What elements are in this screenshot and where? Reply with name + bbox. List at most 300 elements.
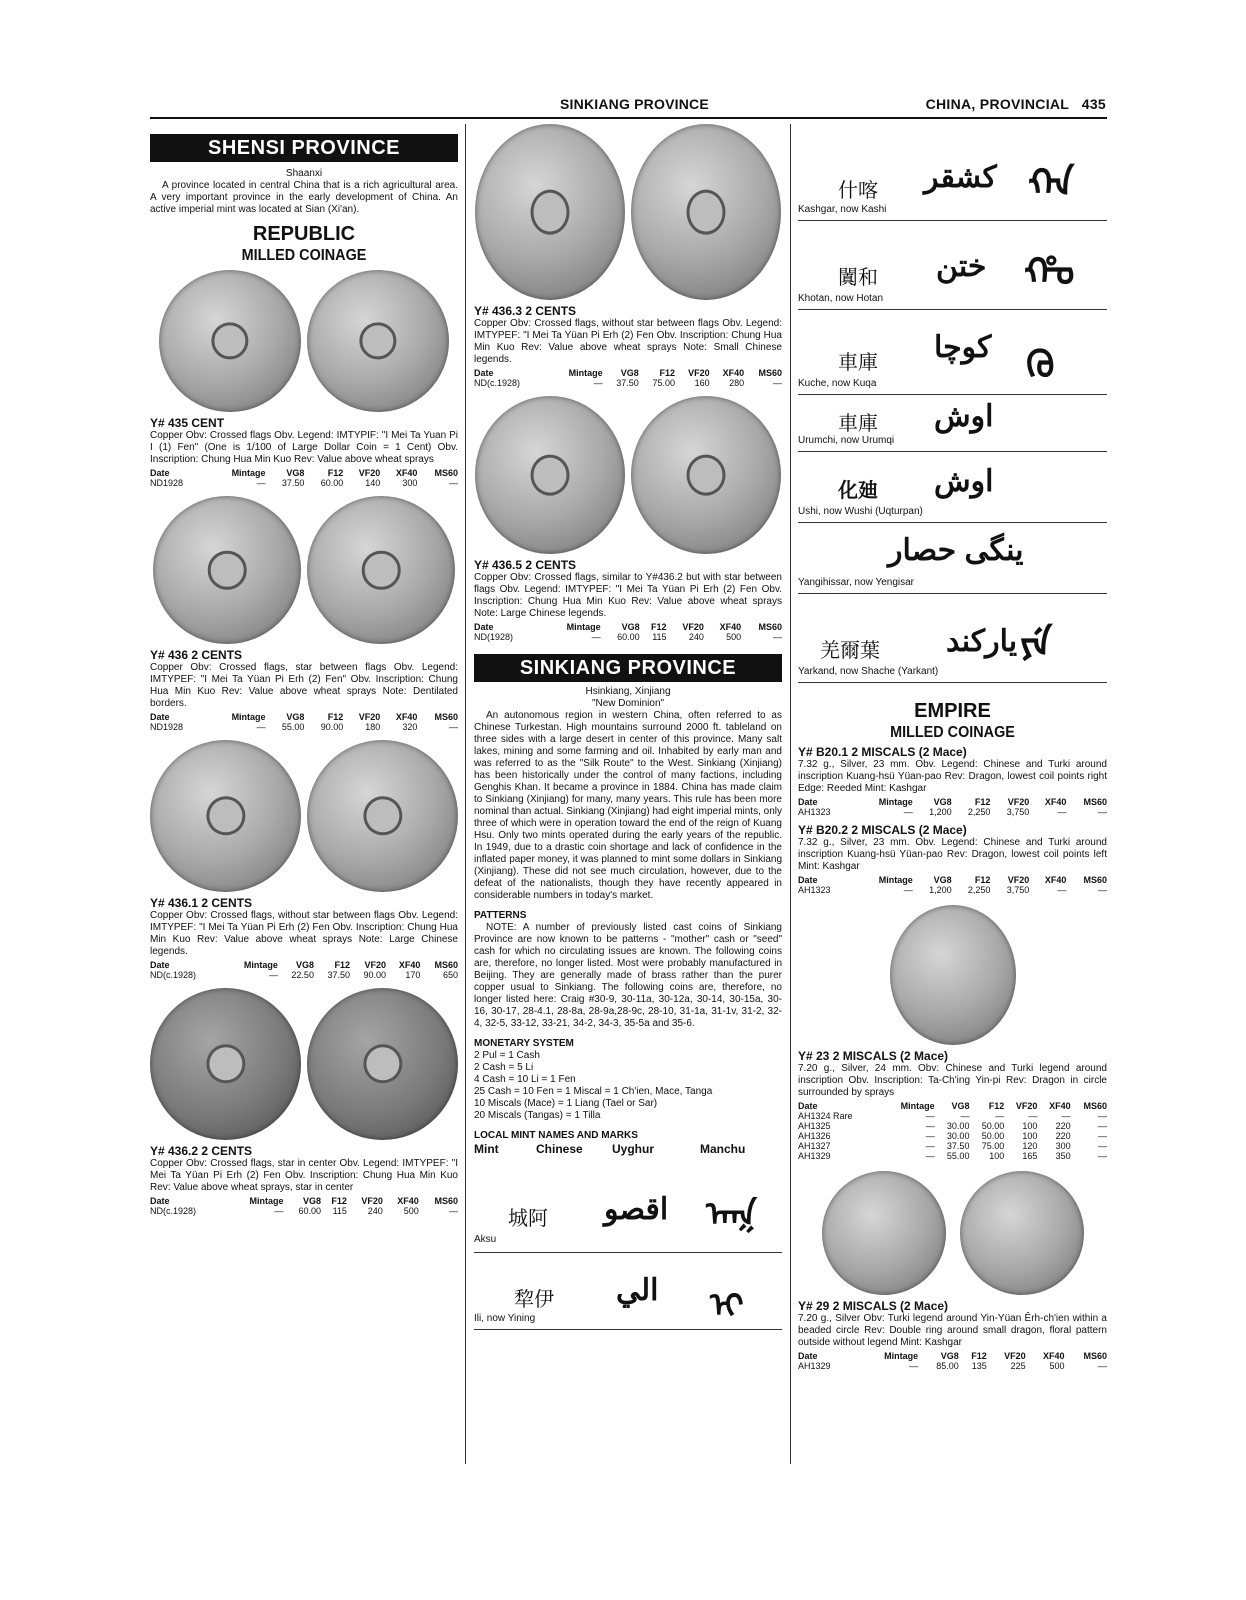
patterns-text: NOTE: A number of previously listed cast coins of Sinkiang Province are now known to be patterns - "mother" cash or "seed" cash for which no circulating issues are known. The following coins are, therefore, no longer listed. Most were probably manufactured in Beijing. They are generally made of brass rather than the purer copper usual to Sinkiang. The following coins are, therefore, no longer listed here: Craig #30-9, 30-11a, 30-12a, 30-14, 30-15a, 30-16, 30-17, 28-4.1, 28-8a, 28-9a,28-9c, 28-10, 31-1a, 31-1v, 31-2, 32-4, 32-5, 33-12, 33-21, 34-2, 34-3, 35-5a and 35-6.: [474, 922, 782, 1029]
table-row: [798, 1151, 1107, 1161]
table-cell: —: [1098, 1121, 1107, 1131]
coin-reverse: [307, 740, 458, 892]
value-table-header: [798, 875, 1107, 885]
table-cell: 500: [1049, 1361, 1065, 1371]
section-name: CHINA, PROVINCIAL: [925, 96, 1070, 112]
value-table-header: [798, 1101, 1107, 1111]
manchu-mark: ᠠᡴ: [706, 1196, 757, 1234]
table-cell: 100: [1022, 1121, 1038, 1131]
table-cell: ND(c.1928): [150, 1206, 197, 1216]
chinese-mark: 車庫: [838, 352, 878, 374]
column-header: Date: [150, 1196, 170, 1206]
column-header: F12: [327, 468, 344, 478]
uyghur-mark: كوچا: [934, 331, 992, 364]
column-header: VG8: [286, 712, 305, 722]
mint-row-ili: [474, 1253, 782, 1330]
column-header: MS60: [1083, 875, 1107, 885]
value-table-header: [150, 960, 458, 970]
table-row: [150, 970, 458, 980]
patterns-heading: PATTERNS: [474, 910, 527, 921]
column-header: VG8: [303, 1196, 322, 1206]
column-header: F12: [334, 960, 350, 970]
table-cell: —: [1098, 1141, 1107, 1151]
table-row: [474, 378, 782, 388]
mint-name: Aksu: [474, 1234, 497, 1245]
uyghur-mark: اوش: [934, 400, 994, 433]
table-cell: —: [256, 478, 266, 488]
table-cell: AH1323: [798, 807, 831, 817]
coin-obverse: [150, 740, 301, 892]
column-header: XF40: [395, 712, 418, 722]
table-cell: AH1324 Rare: [798, 1111, 853, 1121]
table-cell: 50.00: [981, 1131, 1005, 1141]
column-header: VG8: [620, 368, 639, 378]
value-table: [150, 712, 458, 732]
table-cell: —: [925, 1121, 935, 1131]
column-header: VF20: [1015, 1101, 1038, 1111]
column-header: Mintage: [243, 960, 278, 970]
table-cell: 180: [365, 722, 381, 732]
table-cell: 60.00: [298, 1206, 322, 1216]
table-cell: AH1329: [798, 1151, 831, 1161]
column-header: F12: [974, 797, 991, 807]
table-cell: 300: [402, 478, 418, 488]
column-header: XF40: [1049, 1101, 1071, 1111]
value-table-header: [474, 622, 782, 632]
mint-row-yarkand: [798, 594, 1107, 683]
mint-col-header: Uyghur: [612, 1142, 654, 1156]
coin-image-y436-1: [150, 740, 458, 892]
table-cell: 2,250: [967, 807, 991, 817]
chinese-mark: 羌爾葉: [820, 640, 880, 662]
column-header: VG8: [940, 1351, 959, 1361]
value-table: [150, 468, 458, 488]
column-header: VG8: [295, 960, 314, 970]
column-header: Mintage: [231, 712, 266, 722]
column-header: VG8: [621, 622, 640, 632]
column-header: XF40: [1042, 1351, 1065, 1361]
table-cell: 75.00: [981, 1141, 1005, 1151]
column-header: XF40: [397, 1196, 419, 1206]
monetary-item: 20 Miscals (Tangas) = 1 Tilla: [474, 1110, 601, 1121]
catalog-desc: 7.32 g., Silver, 23 mm. Obv. Legend: Chinese and Turki around inscription Kuang-hsü Yüan-pao Rev: Dragon, lowest coil points right Edge: Reeded Mint: Kashgar: [798, 759, 1107, 794]
column-header: MS60: [434, 468, 458, 478]
value-table: [474, 368, 782, 388]
catalog-title: Y# 435 CENT: [150, 416, 225, 430]
mint-row-urumchi: [798, 395, 1107, 452]
column-header: MS60: [434, 960, 458, 970]
value-table: [798, 797, 1107, 817]
table-cell: —: [449, 722, 458, 732]
coin-obverse: [153, 496, 301, 644]
column-header: Mintage: [231, 468, 266, 478]
column-header: Mintage: [900, 1101, 935, 1111]
table-cell: 220: [1055, 1121, 1071, 1131]
coin-reverse: [631, 396, 781, 554]
mint-col-header: Chinese: [536, 1142, 583, 1156]
coin-reverse: [960, 1171, 1084, 1295]
table-cell: —: [1098, 1361, 1107, 1371]
coin-reverse: [307, 988, 458, 1140]
value-table: [798, 1351, 1107, 1371]
coin-obverse: [475, 396, 625, 554]
catalog-desc: 7.20 g., Silver Obv: Turki legend around Yin-Yüan Êrh-ch'ien within a beaded circle Rev: Double ring around small dragon, floral pattern outside without legend Mint: Kashgar: [798, 1313, 1107, 1348]
value-table: [150, 960, 458, 980]
manchu-mark: ᠶᡝ: [1020, 623, 1053, 665]
column-header: Date: [798, 875, 818, 885]
column-header: VF20: [688, 368, 710, 378]
mint-name: Urumchi, now Urumqi: [798, 435, 895, 446]
mint-row-kashgar: [798, 124, 1107, 221]
monetary-heading: MONETARY SYSTEM: [474, 1038, 574, 1049]
coin-obverse: [150, 988, 301, 1140]
mint-row-ushi: [798, 452, 1107, 523]
column-header: Date: [798, 1351, 818, 1361]
table-cell: 30.00: [946, 1131, 970, 1141]
table-cell: —: [591, 632, 601, 642]
value-table-header: [474, 368, 782, 378]
table-cell: 30.00: [946, 1121, 970, 1131]
header-rule: [150, 117, 1107, 119]
column-header: F12: [331, 1196, 347, 1206]
manchu-mark: ᡳ: [710, 1287, 744, 1325]
monetary-item: 4 Cash = 10 Li = 1 Fen: [474, 1074, 576, 1085]
mint-name: Yangihissar, now Yengisar: [798, 577, 915, 588]
table-cell: 75.00: [652, 378, 676, 388]
table-cell: 1,200: [929, 885, 952, 895]
column-header: VF20: [364, 960, 386, 970]
table-cell: 240: [367, 1206, 383, 1216]
column-header: XF40: [395, 468, 418, 478]
table-row: [150, 722, 458, 732]
chinese-mark: 什喀: [838, 180, 878, 202]
table-cell: 225: [1010, 1361, 1026, 1371]
uyghur-mark: كشقر: [924, 161, 997, 194]
coin-obverse: [890, 905, 1016, 1045]
column-header: MS60: [758, 368, 782, 378]
coin-reverse: [307, 496, 455, 644]
table-row: [798, 1121, 1107, 1131]
table-row: [150, 478, 458, 488]
table-cell: 1,200: [929, 807, 952, 817]
table-cell: ND1928: [150, 722, 184, 732]
column-header: XF40: [719, 622, 742, 632]
column-header: Date: [150, 712, 170, 722]
table-cell: —: [256, 722, 266, 732]
value-table: [798, 875, 1107, 895]
table-cell: ND(c.1928): [150, 970, 197, 980]
value-table: [150, 1196, 458, 1216]
table-cell: 37.50: [616, 378, 639, 388]
column-header: VF20: [358, 468, 381, 478]
column-header: VF20: [358, 712, 381, 722]
chinese-mark: 闐和: [838, 267, 878, 289]
table-cell: 135: [971, 1361, 987, 1371]
column-header: VF20: [1007, 875, 1030, 885]
coin-image-y436: [150, 496, 458, 644]
page-number: 435: [1081, 96, 1106, 112]
mint-row-aksu: [474, 1156, 782, 1253]
monetary-item: 10 Miscals (Mace) = 1 Liang (Tael or Sar): [474, 1098, 658, 1109]
table-cell: —: [1028, 1111, 1038, 1121]
table-cell: 240: [688, 632, 704, 642]
table-cell: 115: [652, 632, 667, 642]
republic-heading: REPUBLIC: [252, 223, 356, 245]
table-cell: AH1327: [798, 1141, 831, 1151]
table-cell: —: [1061, 1111, 1071, 1121]
value-table-header: [798, 797, 1107, 807]
mint-marks-heading: LOCAL MINT NAMES AND MARKS: [474, 1130, 638, 1141]
table-row: [798, 885, 1107, 895]
uyghur-mark: اقصو: [604, 1193, 669, 1226]
column-header: Date: [798, 1101, 818, 1111]
mint-col-header: Mint: [474, 1142, 499, 1156]
table-cell: —: [1057, 885, 1067, 895]
column-header: Mintage: [878, 875, 913, 885]
mint-name: Ili, now Yining: [474, 1313, 536, 1324]
shensi-alt-name: Shaanxi: [285, 168, 323, 179]
coin-reverse: [307, 270, 449, 412]
table-cell: 3,750: [1006, 885, 1030, 895]
empire-heading: EMPIRE: [914, 700, 991, 722]
table-cell: 50.00: [981, 1121, 1005, 1131]
column-header: Mintage: [249, 1196, 284, 1206]
column-header: XF40: [1044, 875, 1067, 885]
table-cell: 37.50: [946, 1141, 970, 1151]
column-header: Date: [150, 468, 170, 478]
mint-name: Yarkand, now Shache (Yarkant): [798, 666, 939, 677]
table-cell: 115: [332, 1206, 347, 1216]
coin-obverse: [822, 1171, 946, 1295]
column-header: XF40: [722, 368, 745, 378]
column-header: MS60: [1083, 1351, 1107, 1361]
catalog-title: Y# 436.1 2 CENTS: [150, 896, 253, 910]
mint-name: Kuche, now Kuqa: [798, 378, 877, 389]
column-header: Date: [798, 797, 818, 807]
catalog-title: Y# 436 2 CENTS: [150, 648, 243, 662]
table-cell: —: [268, 970, 278, 980]
value-table-header: [150, 712, 458, 722]
value-table-header: [150, 1196, 458, 1206]
mint-marks-header: [474, 1142, 782, 1156]
column-header: VF20: [361, 1196, 383, 1206]
column-header: VF20: [682, 622, 704, 632]
mint-col-header: Manchu: [700, 1142, 746, 1156]
uyghur-mark: الي: [616, 1274, 659, 1307]
column-divider: [790, 124, 791, 1464]
value-table: [798, 1101, 1107, 1161]
table-cell: 350: [1055, 1151, 1071, 1161]
column-divider: [465, 124, 466, 1464]
table-cell: 90.00: [320, 722, 344, 732]
table-cell: —: [1098, 807, 1107, 817]
monetary-item: 25 Cash = 10 Fen = 1 Miscal = 1 Ch'ien, Mace, Tanga: [474, 1086, 713, 1097]
table-cell: 55.00: [946, 1151, 970, 1161]
mint-row-kuche: [798, 310, 1107, 395]
table-cell: —: [909, 1361, 919, 1371]
catalog-desc: Copper Obv: Crossed flags, star in center Obv. Legend: IMTYPEF: "I Mei Ta Yüan Pi Erh (2) Fen Obv. Inscription: Chung Hua Min Kuo Rev: Value above wheat sprays, star in center: [150, 1158, 458, 1193]
table-cell: —: [1098, 1111, 1107, 1121]
table-row: [798, 807, 1107, 817]
table-cell: 85.00: [936, 1361, 959, 1371]
milled-heading: MILLED COINAGE: [890, 724, 1015, 741]
value-table-header: [798, 1351, 1107, 1361]
chinese-mark: 化廸: [838, 480, 878, 502]
monetary-list: [474, 1050, 782, 1122]
catalog-title: Y# 436.5 2 CENTS: [474, 558, 577, 572]
table-cell: 2,250: [967, 885, 991, 895]
uyghur-mark: ينگى حصار: [888, 534, 1024, 567]
column-3: [798, 124, 1107, 1371]
coin-image-y436-5: [474, 396, 782, 554]
coin-image-y435: [150, 270, 458, 412]
table-cell: 100: [1022, 1131, 1038, 1141]
table-cell: ND(1928): [474, 632, 514, 642]
column-header: Mintage: [878, 797, 913, 807]
column-header: VG8: [933, 797, 952, 807]
sinkiang-nickname: "New Dominion": [591, 698, 665, 709]
column-header: Mintage: [568, 368, 603, 378]
uyghur-mark: ياركند: [946, 625, 1018, 658]
column-header: Date: [474, 368, 494, 378]
table-cell: —: [903, 885, 913, 895]
table-cell: 500: [726, 632, 742, 642]
column-header: MS60: [434, 712, 458, 722]
mint-name: Ushi, now Wushi (Uqturpan): [798, 506, 923, 517]
catalog-desc: 7.32 g., Silver, 23 mm. Obv. Legend: Chinese and Turki around inscription Kuang-hsü Yüan-pao Rev: Dragon, lowest coil points left Mint: Kashgar: [798, 837, 1107, 872]
mint-row-khotan: [798, 221, 1107, 310]
catalog-title: Y# 436.2 2 CENTS: [150, 1144, 253, 1158]
coin-obverse: [159, 270, 301, 412]
column-header: F12: [971, 1351, 987, 1361]
column-header: F12: [651, 622, 667, 632]
table-cell: 100: [989, 1151, 1005, 1161]
milled-heading: MILLED COINAGE: [241, 247, 367, 264]
column-header: F12: [988, 1101, 1005, 1111]
column-header: VG8: [951, 1101, 970, 1111]
column-header: VG8: [286, 468, 305, 478]
coin-image-y29: [798, 1171, 1107, 1295]
table-cell: —: [449, 1206, 458, 1216]
table-cell: ND1928: [150, 478, 184, 488]
monetary-item: 2 Pul = 1 Cash: [474, 1050, 540, 1061]
manchu-mark: ᡴᡠ: [1026, 345, 1055, 387]
catalog-desc: Copper Obv: Crossed flags, star between flags Obv. Legend: IMTYPEF: "I Mei Ta Yüan Pi Erh (2) Fen" Obv. Inscription: Chung Hua Min Kuo Rev: Value above wheat sprays Note: Dentilated borders.: [150, 662, 458, 709]
value-table: [474, 622, 782, 642]
coin-image-y436-2: [150, 988, 458, 1140]
sinkiang-alt-name: Hsinkiang, Xinjiang: [585, 686, 671, 697]
mint-name: Khotan, now Hotan: [798, 293, 884, 304]
manchu-mark: ᡥᠣ: [1024, 252, 1075, 294]
coin-image-y23: [798, 905, 1107, 1045]
section-header: [926, 96, 1106, 112]
column-header: MS60: [1083, 1101, 1107, 1111]
table-cell: —: [925, 1131, 935, 1141]
column-1: [150, 134, 458, 1216]
shensi-intro: A province located in central China that is a rich agricultural area. A very important province in the early development of China. An active imperial mint was located at Sian (Xi'an).: [150, 180, 458, 215]
table-cell: —: [1057, 807, 1067, 817]
column-header: MS60: [434, 1196, 458, 1206]
coin-reverse: [631, 124, 781, 300]
catalog-desc: Copper Obv: Crossed flags Obv. Legend: IMTYPIF: "I Mei Ta Yuan Pi I (1) Fen" (One is 1/100 of Large Dollar Coin = 1 Cent) Obv. Inscription: Chung Hua Min Kuo Rev: Value above wheat sprays: [150, 430, 458, 465]
catalog-title: Y# 436.3 2 CENTS: [474, 304, 577, 318]
table-cell: 37.50: [327, 970, 350, 980]
catalog-title: Y# B20.1 2 MISCALS (2 Mace): [798, 745, 967, 759]
table-row: [798, 1361, 1107, 1371]
table-row: [798, 1111, 1107, 1121]
chinese-mark: 城阿: [508, 1208, 548, 1230]
table-cell: 120: [1022, 1141, 1038, 1151]
catalog-desc: Copper Obv: Crossed flags, similar to Y#436.2 but with star between flags Obv. Legend: IMTYPEF: "I Mei Ta Yüan Pi Erh (2) Fen Obv. Inscription: Chung Hua Min Kuo Rev: Value above wheat sprays Note: Large Chinese legends.: [474, 572, 782, 619]
uyghur-mark: اوش: [934, 465, 994, 498]
table-cell: 300: [1055, 1141, 1071, 1151]
column-header: VF20: [1004, 1351, 1026, 1361]
column-header: MS60: [1083, 797, 1107, 807]
column-header: XF40: [398, 960, 421, 970]
table-cell: 650: [442, 970, 458, 980]
table-cell: 60.00: [320, 478, 344, 488]
table-cell: 3,750: [1006, 807, 1030, 817]
table-cell: —: [925, 1111, 935, 1121]
coin-image-y436-3: [474, 124, 782, 300]
table-cell: AH1325: [798, 1121, 831, 1131]
table-cell: AH1329: [798, 1361, 831, 1371]
table-cell: 90.00: [363, 970, 386, 980]
catalog-desc: Copper Obv: Crossed flags, without star between flags Obv. Legend: IMTYPEF: "I Mei Ta Yüan Pi Erh (2) Fen Obv. Inscription: Chung Hua Min Kuo Rev: Value above wheat sprays Note: Large Chinese legends.: [150, 910, 458, 957]
table-cell: 165: [1022, 1151, 1038, 1161]
table-cell: ND(c.1928): [474, 378, 521, 388]
table-cell: 500: [403, 1206, 419, 1216]
table-cell: 320: [402, 722, 418, 732]
table-cell: —: [960, 1111, 970, 1121]
sinkiang-banner: SINKIANG PROVINCE: [474, 654, 782, 682]
table-cell: 37.50: [281, 478, 305, 488]
table-cell: AH1326: [798, 1131, 831, 1141]
column-header: Date: [474, 622, 494, 632]
catalog-desc: Copper Obv: Crossed flags, without star between flags Obv. Legend: IMTYPEF: "I Mei Ta Yüan Pi Erh (2) Fen Obv. Inscription: Chung Hua Min Kuo Rev: Value above wheat sprays Note: Small Chinese legends.: [474, 318, 782, 365]
table-cell: 220: [1055, 1131, 1071, 1141]
chinese-mark: 犂伊: [514, 1289, 554, 1311]
column-header: F12: [327, 712, 344, 722]
mint-name: Kashgar, now Kashi: [798, 204, 887, 215]
column-header: F12: [659, 368, 676, 378]
running-header: SINKIANG PROVINCE: [560, 96, 709, 112]
column-header: XF40: [1044, 797, 1067, 807]
coin-obverse: [475, 124, 625, 300]
value-table-header: [150, 468, 458, 478]
table-cell: 170: [405, 970, 421, 980]
table-cell: —: [1098, 885, 1107, 895]
table-cell: 55.00: [281, 722, 305, 732]
shensi-banner: SHENSI PROVINCE: [150, 134, 458, 162]
table-cell: —: [773, 632, 782, 642]
table-row: [474, 632, 782, 642]
table-cell: —: [995, 1111, 1005, 1121]
table-cell: —: [1098, 1151, 1107, 1161]
table-cell: —: [925, 1141, 935, 1151]
chinese-mark: 車庫: [838, 413, 878, 435]
table-cell: AH1323: [798, 885, 831, 895]
table-row: [150, 1206, 458, 1216]
catalog-title: Y# 23 2 MISCALS (2 Mace): [798, 1049, 949, 1063]
table-cell: 140: [365, 478, 381, 488]
catalog-desc: 7.20 g., Silver, 24 mm. Obv: Chinese and Turki legend around inscription Obv. Inscription: Ta-Ch'ing Yin-pi Rev: Dragon in circle surrounded by sprays: [798, 1063, 1107, 1098]
table-row: [798, 1141, 1107, 1151]
table-cell: 280: [729, 378, 745, 388]
column-header: F12: [974, 875, 991, 885]
table-row: [798, 1131, 1107, 1141]
table-cell: 60.00: [617, 632, 640, 642]
